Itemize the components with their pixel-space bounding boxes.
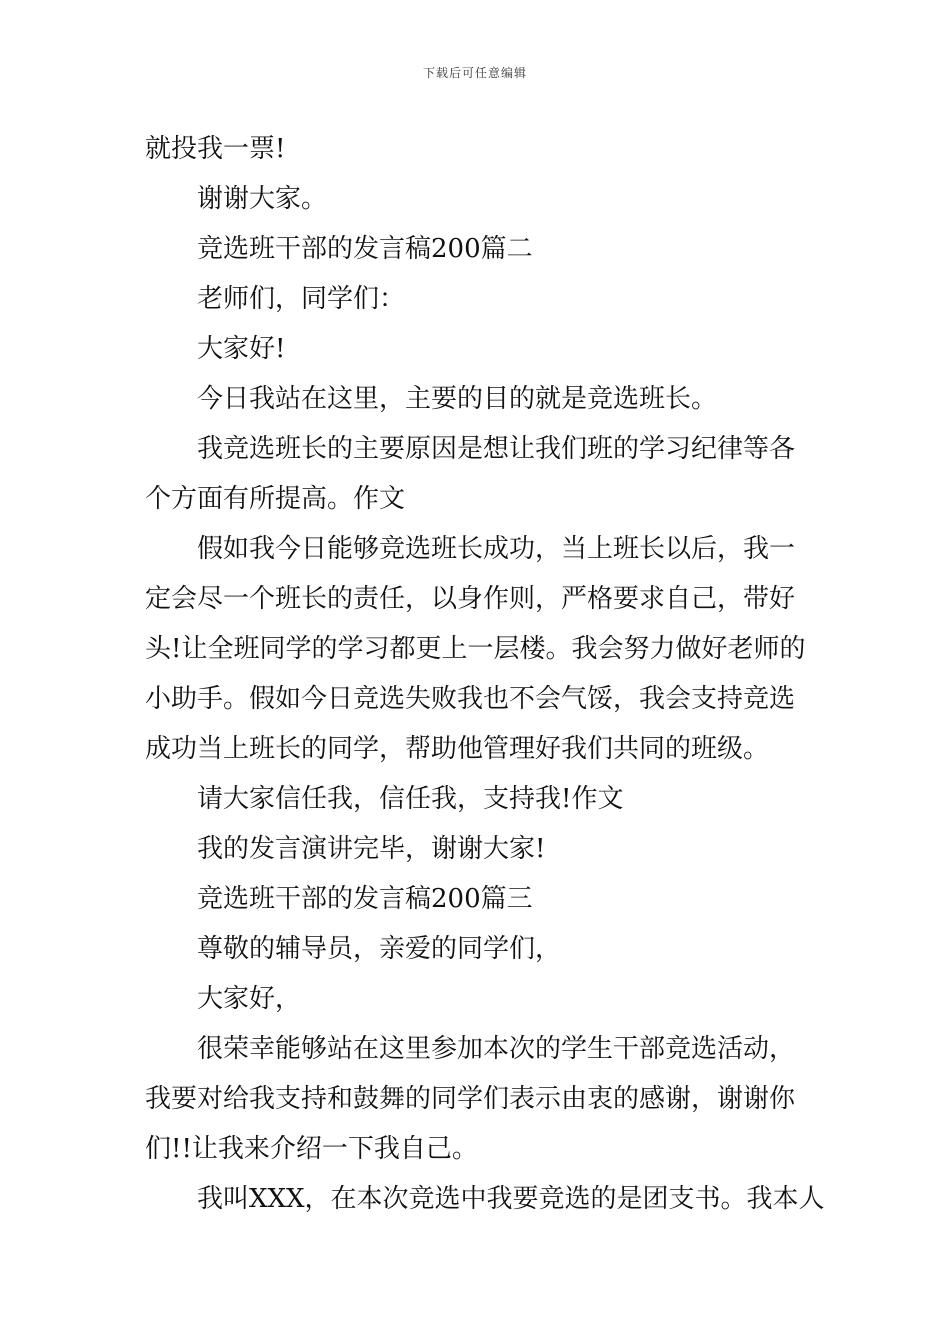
- text-line: 我竞选班长的主要原因是想让我们班的学习纪律等各: [197, 434, 796, 464]
- text-line: 头!让全班同学的学习都更上一层楼。我会努力做好老师的: [145, 634, 806, 664]
- text-line: 我的发言演讲完毕，谢谢大家!: [197, 834, 546, 864]
- section-heading: 竞选班干部的发言稿200篇三: [197, 884, 533, 914]
- page-header-note: 下载后可任意编辑: [422, 66, 527, 80]
- text-line: 大家好，: [197, 984, 302, 1014]
- text-line: 老师们，同学们：: [197, 284, 406, 314]
- text-line: 成功当上班长的同学，帮助他管理好我们共同的班级。: [145, 734, 770, 764]
- text-line: 我要对给我支持和鼓舞的同学们表示由衷的感谢，谢谢你: [145, 1084, 796, 1114]
- text-line: 就投我一票!: [145, 134, 286, 164]
- section-heading: 竞选班干部的发言稿200篇二: [197, 234, 533, 264]
- text-line: 假如我今日能够竞选班长成功，当上班长以后，我一: [197, 534, 796, 564]
- text-line: 很荣幸能够站在这里参加本次的学生干部竞选活动，: [197, 1034, 796, 1064]
- text-line: 大家好!: [197, 334, 286, 364]
- text-line: 我叫XXX，在本次竞选中我要竞选的是团支书。我本人: [197, 1184, 825, 1214]
- text-line: 小助手。假如今日竞选失败我也不会气馁，我会支持竞选: [145, 684, 796, 714]
- document-body: [145, 128, 825, 1228]
- text-line: 定会尽一个班长的责任，以身作则，严格要求自己，带好: [145, 584, 796, 614]
- text-line: 们!!让我来介绍一下我自己。: [145, 1134, 478, 1164]
- text-line: 个方面有所提高。作文: [145, 484, 406, 514]
- text-line: 请大家信任我，信任我，支持我!作文: [197, 784, 624, 814]
- text-line: 尊敬的辅导员，亲爱的同学们，: [197, 934, 562, 964]
- text-line: 谢谢大家。: [197, 184, 328, 214]
- text-line: 今日我站在这里，主要的目的就是竞选班长。: [197, 384, 718, 414]
